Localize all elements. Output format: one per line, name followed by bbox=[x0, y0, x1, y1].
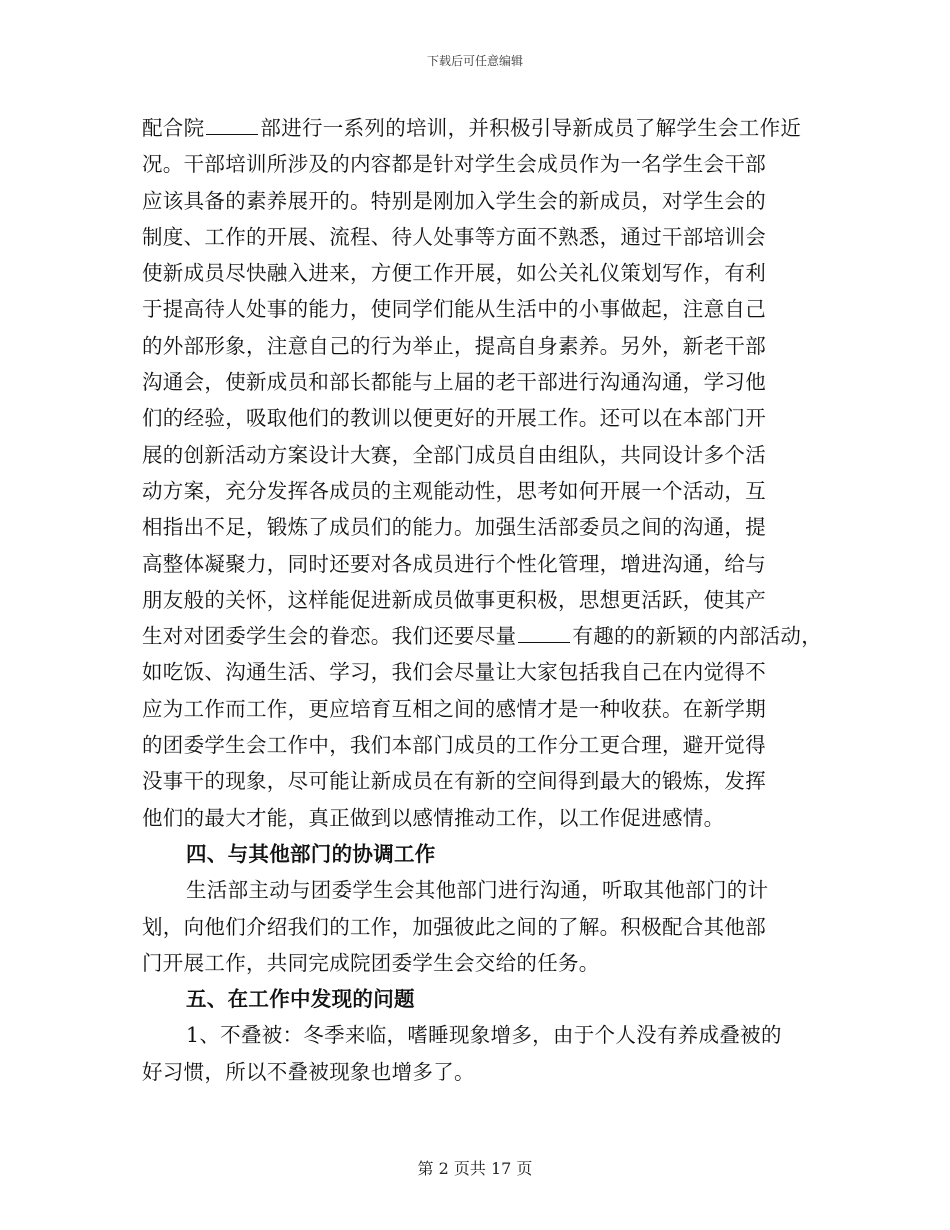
text-line-3: 应该具备的素养展开的。特别是刚加入学生会的新成员，对学生会的 bbox=[142, 188, 766, 213]
text-line-11: 动方案，充分发挥各成员的主观能动性，思考如何开展一个活动，互 bbox=[142, 478, 766, 503]
text-line-16: 如吃饭、沟通生活、学习，我们会尽量让大家包括我自己在内觉得不 bbox=[142, 660, 766, 685]
text-line-9: 们的经验，吸取他们的教训以便更好的开展工作。还可以在本部门开 bbox=[142, 406, 766, 431]
section-5-line-1: 1、不叠被：冬季来临，嗜睡现象增多，由于个人没有养成叠被的 bbox=[186, 1023, 782, 1048]
text-line-15 bbox=[142, 618, 822, 654]
text-line-6: 于提高待人处事的能力，使同学们能从生活中的小事做起，注意自己 bbox=[142, 297, 766, 322]
text-line-7: 的外部形象，注意自己的行为举止，提高自身素养。另外，新老干部 bbox=[142, 333, 766, 358]
text-line-10: 展的创新活动方案设计大赛，全部门成员自由组队，共同设计多个活 bbox=[142, 442, 766, 467]
fill-in-blank bbox=[206, 116, 258, 135]
document-body bbox=[142, 110, 822, 1090]
text-line-13: 高整体凝聚力，同时还要对各成员进行个性化管理，增进沟通，给与 bbox=[142, 551, 766, 576]
section-heading-4: 四、与其他部门的协调工作 bbox=[186, 841, 436, 866]
section-5-line-2: 好习惯，所以不叠被现象也增多了。 bbox=[142, 1059, 475, 1084]
text-line-2: 况。干部培训所涉及的内容都是针对学生会成员作为一名学生会干部 bbox=[142, 152, 766, 177]
section-4-line-2: 划，向他们介绍我们的工作，加强彼此之间的了解。积极配合其他部 bbox=[142, 914, 766, 939]
page-number: 第 2 页共 17 页 bbox=[417, 1159, 533, 1178]
text-line-12: 相指出不足，锻炼了成员们的能力。加强生活部委员之间的沟通，提 bbox=[142, 515, 766, 540]
text-line-19: 没事干的现象，尽可能让新成员在有新的空间得到最大的锻炼，发挥 bbox=[142, 769, 766, 794]
text-line-4: 制度、工作的开展、流程、待人处事等方面不熟悉，通过干部培训会 bbox=[142, 224, 766, 249]
section-4-line-1: 生活部主动与团委学生会其他部门进行沟通，听取其他部门的计 bbox=[186, 878, 769, 903]
text-line-1 bbox=[142, 110, 822, 146]
text-fragment: 有趣的的新颖的内部活动， bbox=[572, 624, 823, 649]
text-line-20: 他们的最大才能，真正做到以感情推动工作，以工作促进感情。 bbox=[142, 805, 725, 830]
fill-in-blank bbox=[518, 624, 570, 643]
text-line-14: 朋友般的关怀，这样能促进新成员做事更积极，思想更活跃，使其产 bbox=[142, 587, 766, 612]
text-fragment: 配合院 bbox=[142, 116, 205, 140]
page-header-note: 下载后可任意编辑 bbox=[426, 54, 523, 68]
section-4-line-3: 门开展工作，共同完成院团委学生会交给的任务。 bbox=[142, 950, 600, 975]
text-line-5: 使新成员尽快融入进来，方便工作开展，如公关礼仪策划写作，有利 bbox=[142, 261, 766, 286]
text-line-18: 的团委学生会工作中，我们本部门成员的工作分工更合理，避开觉得 bbox=[142, 733, 766, 758]
section-heading-5: 五、在工作中发现的问题 bbox=[186, 987, 415, 1012]
text-line-8: 沟通会，使新成员和部长都能与上届的老干部进行沟通沟通，学习他 bbox=[142, 370, 766, 395]
text-fragment: 生对对团委学生会的眷恋。我们还要尽量 bbox=[142, 624, 517, 649]
text-line-17: 应为工作而工作，更应培育互相之间的感情才是一种收获。在新学期 bbox=[142, 696, 766, 721]
text-fragment: 部进行一系列的培训，并积极引导新成员了解学生会工作近 bbox=[260, 116, 802, 140]
